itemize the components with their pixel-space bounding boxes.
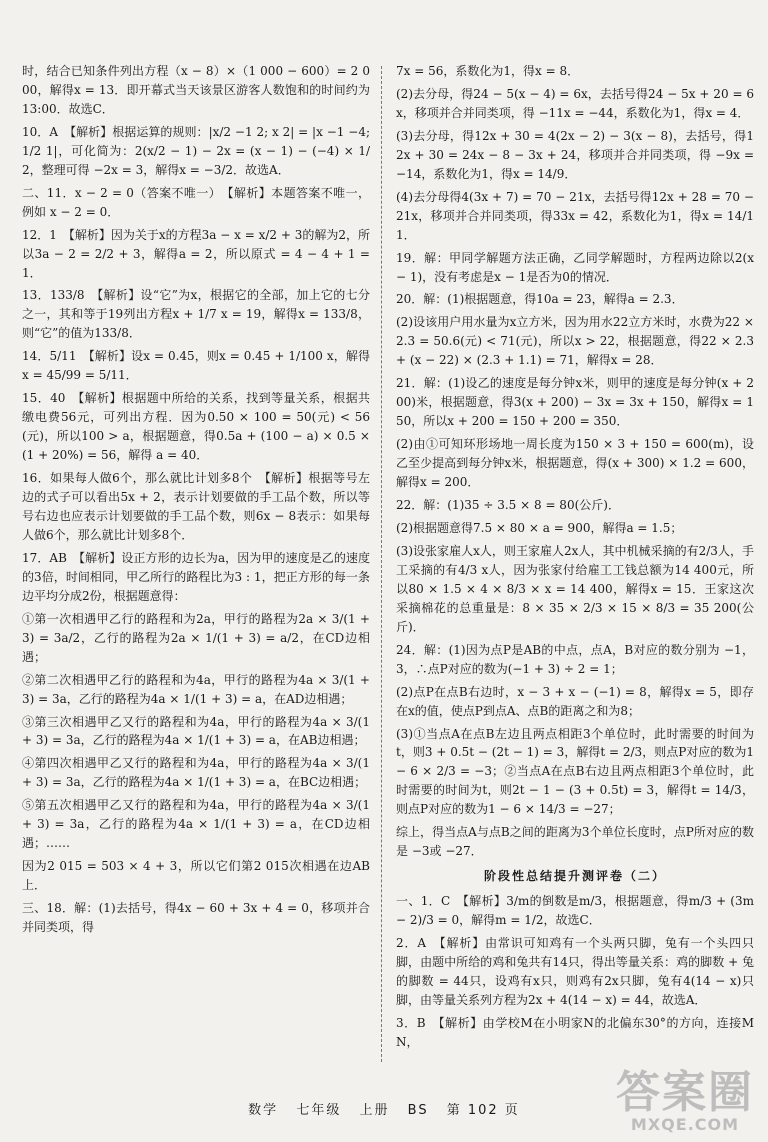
solution-paragraph: 3．B 【解析】由学校M在小明家N的北偏东30°的方向，连接MN， <box>396 1015 754 1049</box>
solution-paragraph: 17．AB 【解析】设正方形的边长为a，因为甲的速度是乙的速度的3倍，时间相同，甲乙所行的路程比为3 : 1，把正方形的每一条边平均分成2份，根据题意得： <box>22 550 370 603</box>
solution-paragraph: ⑤第五次相遇甲乙又行的路程和为4a，甲行的路程为4a × 3/(1 + 3) = 3a，乙行的路程为4a × 1/(1 + 3) = a，在CD边相遇；…… <box>22 798 370 851</box>
right-column <box>396 62 754 1082</box>
footer-volume: 上册 <box>359 1103 390 1118</box>
solution-paragraph: 三、18．解：(1)去括号，得4x − 60 + 3x + 4 = 0，移项并合并同类项，得 <box>22 901 370 935</box>
solution-paragraph: 22．解：(1)35 ÷ 3.5 × 8 = 80(公斤)． <box>396 498 620 513</box>
footer-subject: 数学 <box>248 1103 279 1118</box>
solution-paragraph: 一、1．C 【解析】3/m的倒数是m/3，根据题意，得m/3 + (3m − 2)/3 = 0，解得m = 1/2，故选C． <box>396 894 754 928</box>
solution-paragraph: 13．133/8 【解析】设“它”为x，根据它的全部，加上它的七分之一，其和等于19列出方程x + 1/7 x = 19，解得x = 133/8，则“它”的值为133/8． <box>22 288 370 341</box>
solution-paragraph: ④第四次相遇甲乙又行的路程和为4a，甲行的路程为4a × 3/(1 + 3) = 3a，乙行的路程为4a × 1/(1 + 3) = a，在BC边相遇； <box>22 756 370 790</box>
solution-paragraph: 16．如果每人做6个，那么就比计划多8个 【解析】根据等号左边的式子可以看出5x + 2，表示计划要做的手工品个数，所以等号右边也应表示计划要做的手工品个数，则6x − 8表示：如果每人做6个，那么就比计划多8个． <box>22 471 370 542</box>
solution-paragraph: (2)设该用户用水量为x立方米，因为用水22立方米时，水费为22 × 2.3 = 50.6(元) < 71(元)，所以x > 22，根据题意，得22 × 2.3 + (x − 22) × (2.3 + 1.1) = 71，解得x = 28． <box>396 315 754 368</box>
solution-paragraph: (2)根据题意得7.5 × 80 × a = 900，解得a = 1.5； <box>396 520 683 535</box>
watermark <box>616 1067 754 1134</box>
solution-paragraph: (3)①当点A在点B左边且两点相距3个单位时，此时需要的时间为t，则3 + 0.5t − (2t − 1) = 3，解得t = 2/3，则点P对应的数为1 − 6 × 2/3 = −3；②当点A在点B右边且两点相距3个单位时，此时需要的时间为t，则2t − 1 − (3 + 0.5t) = 3，解得t = 14/3，则点P对应的数为1 − 6 × 14/3 = −27； <box>396 726 754 817</box>
solution-paragraph: 2．A 【解析】由常识可知鸡有一个头两只脚，兔有一个头四只脚，由题中所给的鸡和兔共有14只，得出等量关系：鸡的脚数 + 兔的脚数 = 44只，设鸡有x只，则鸡有2x只脚，兔有4(14 − x)只脚，由等量关系列方程为2x + 4(14 − x) = 44，故选A． <box>396 936 754 1007</box>
footer-page-number: 第 102 页 <box>446 1103 520 1118</box>
solution-paragraph: 二、11．x − 2 = 0（答案不唯一） 【解析】本题答案不唯一，例如 x − 2 = 0． <box>22 185 370 219</box>
solution-paragraph: 19．解：甲同学解题方法正确，乙同学解题时，方程两边除以2(x − 1)，没有考虑是x − 1是否为0的情况． <box>396 250 754 284</box>
solution-paragraph: 24．解：(1)因为点P是AB的中点，点A，B对应的数分别为 −1，3，∴点P对应的数为(−1 + 3) ÷ 2 = 1； <box>396 642 754 676</box>
solution-paragraph: (3)去分母，得12x + 30 = 4(2x − 2) − 3(x − 8)，去括号，得12x + 30 = 24x − 8 − 3x + 24，移项并合并同类项，得 −9x = −14，系数化为1，得x = 14/9． <box>396 128 754 181</box>
solution-paragraph: (3)设张家雇人x人，则王家雇人2x人，其中机械采摘的有2/3人，手工采摘的有4/3 x人，因为张家付给雇工工钱总额为14 400元，所以80 × 1.5 × 4 × 8/3 × x = 14 400，解得x = 15．王家这次采摘棉花的总重量是：8 × 35 × 2/3 × 15 × 8/3 = 35 200(公斤)． <box>396 543 754 634</box>
watermark-logo: 答案圈 <box>616 1067 754 1118</box>
watermark-url: MXQE.COM <box>630 1115 740 1134</box>
solution-paragraph: ②第二次相遇甲乙行的路程和为4a，甲行的路程为4a × 3/(1 + 3) = 3a，乙行的路程为4a × 1/(1 + 3) = a，在AD边相遇； <box>22 672 370 706</box>
solution-paragraph: (2)点P在点B右边时，x − 3 + x − (−1) = 8，解得x = 5，即存在x的值，使点P到点A、点B的距离之和为8； <box>396 684 754 718</box>
solution-paragraph: 14．5/11 【解析】设x = 0.45，则x = 0.45 + 1/100 x，解得x = 45/99 = 5/11． <box>22 349 370 383</box>
footer-grade: 七年级 <box>296 1103 342 1118</box>
solution-paragraph: (2)由①可知环形场地一周长度为150 × 3 + 150 = 600(m)，设乙至少提高到每分钟x米，根据题意，得(x + 300) × 1.2 = 600，解得x = 200． <box>396 437 754 490</box>
footer-edition: BS <box>407 1103 429 1118</box>
solution-paragraph: 10．A 【解析】根据运算的规则：|x/2 −1 2; x 2| = |x −1 −4; 1/2 1|，可化简为：2(x/2 − 1) − 2x = (x − 1) − (−4) × 1/2，整理可得 −2x = 3，解得x = −3/2．故选A． <box>22 124 370 177</box>
solution-paragraph: 7x = 56，系数化为1，得x = 8． <box>396 64 580 78</box>
column-divider <box>381 66 382 1062</box>
solution-paragraph: 因为2 015 = 503 × 4 + 3，所以它们第2 015次相遇在边AB上． <box>22 859 370 893</box>
solution-paragraph: 21．解：(1)设乙的速度是每分钟x米，则甲的速度是每分钟(x + 200)米，根据题意，得3(x + 200) − 3x = 3x + 150，解得x = 150，所以x + 200 = 150 + 200 = 350． <box>396 376 754 429</box>
solution-paragraph: (4)去分母得4(3x + 7) = 70 − 21x，去括号得12x + 28 = 70 − 21x，移项并合并同类项，得33x = 42，系数化为1，得x = 14/11． <box>396 189 754 242</box>
solution-paragraph: 时，结合已知条件列出方程（x − 8）×（1 000 − 600）= 2 000，解得x = 13．即开幕式当天该景区游客人数饱和的时间约为13:00．故选C． <box>22 64 370 116</box>
solution-paragraph: (2)去分母，得24 − 5(x − 4) = 6x，去括号得24 − 5x + 20 = 6x，移项并合并同类项，得 −11x = −44，系数化为1，得x = 4． <box>396 86 754 120</box>
solution-paragraph: 综上，得当点A与点B之间的距离为3个单位长度时，点P所对应的数是 −3或 −27． <box>396 825 754 859</box>
solution-paragraph: 15．40 【解析】根据题中所给的关系，找到等量关系，根据共缴电费56元，可列出方程．因为0.50 × 100 = 50(元) < 56(元)，所以100 > a，根据题意，得0.5a + (100 − a) × 0.5 × (1 + 20%) = 56，解得 a = 40． <box>22 391 370 463</box>
solution-paragraph: ③第三次相遇甲乙又行的路程和为4a，甲行的路程为4a × 3/(1 + 3) = 3a，乙行的路程为4a × 1/(1 + 3) = a，在AB边相遇； <box>22 714 370 748</box>
solution-paragraph: 20．解：(1)根据题意，得10a = 23，解得a = 2.3． <box>396 292 684 307</box>
solution-paragraph: ①第一次相遇甲乙行的路程和为2a，甲行的路程为2a × 3/(1 + 3) = 3a/2，乙行的路程为2a × 1/(1 + 3) = a/2，在CD边相遇； <box>22 611 370 664</box>
solution-paragraph: 12．1 【解析】因为关于x的方程3a − x = x/2 + 3的解为2，所以3a − 2 = 2/2 + 3，解得a = 2，所以原式 = 4 − 4 + 1 = 1． <box>22 227 370 280</box>
left-column <box>22 62 370 1082</box>
section-heading: 阶段性总结提升测评卷（二） <box>483 869 666 884</box>
